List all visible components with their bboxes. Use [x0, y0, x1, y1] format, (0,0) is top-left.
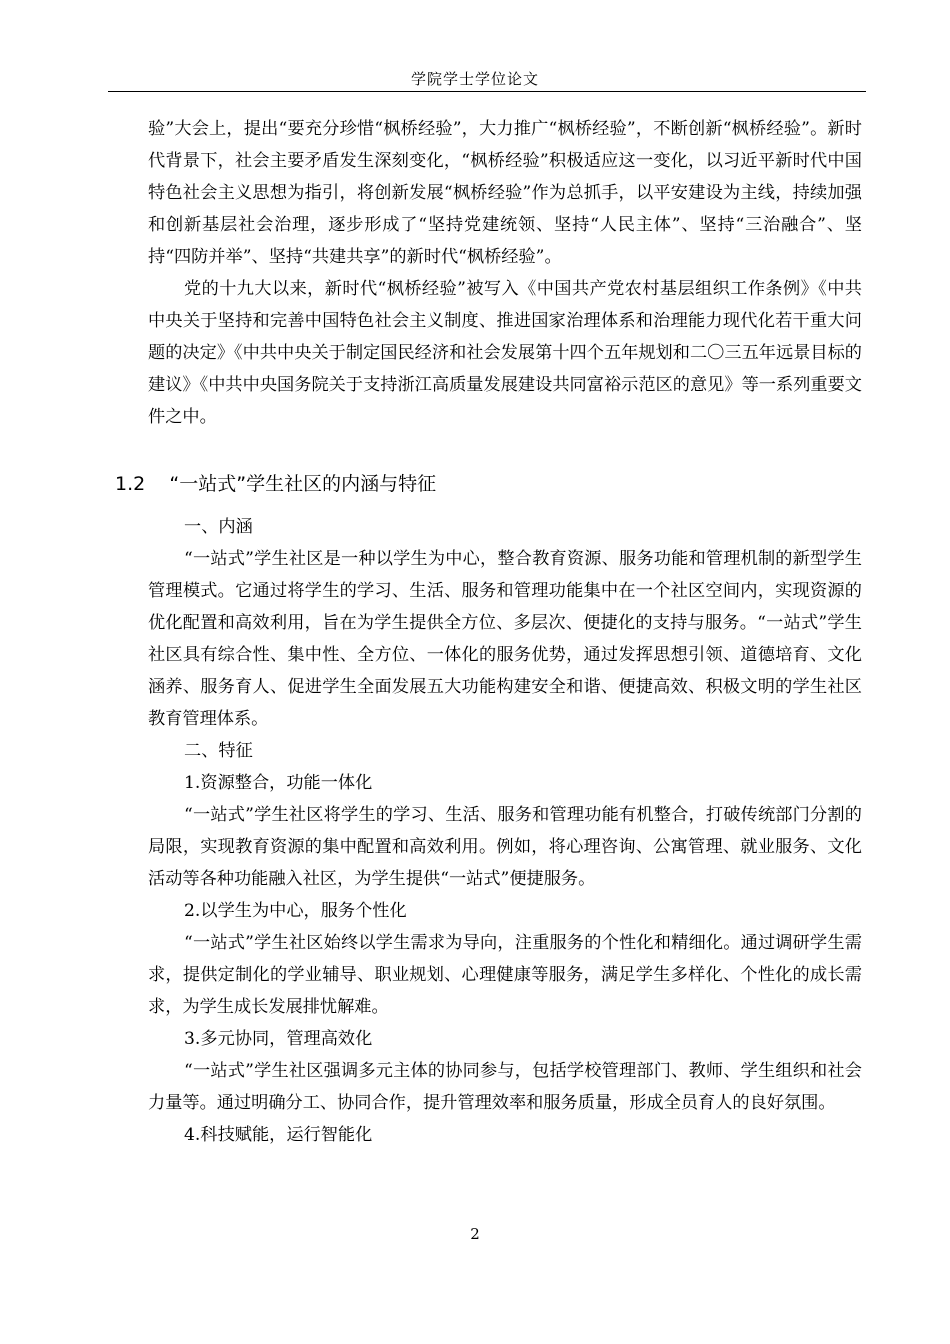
page-number: 2: [470, 1225, 480, 1243]
list-item-heading: 3.多元协同，管理高效化: [184, 1029, 373, 1049]
list-item-heading: 2.以学生为中心，服务个性化: [184, 901, 407, 921]
paragraph: “一站式”学生社区始终以学生需求为导向，注重服务的个性化和精细化。通过调研学生需求，提供定制化的学业辅导、职业规划、心理健康等服务，满足学生多样化、个性化的成长需求，为学生成长发展排忧解难。: [148, 933, 862, 1017]
document-body: [115, 113, 862, 1151]
paragraph: “一站式”学生社区将学生的学习、生活、服务和管理功能有机整合，打破传统部门分割的局限，实现教育资源的集中配置和高效利用。例如，将心理咨询、公寓管理、就业服务、文化活动等各种功能融入社区，为学生提供“一站式”便捷服务。: [148, 805, 862, 889]
section-number: 1.2: [115, 473, 146, 495]
subheading: 一、内涵: [184, 517, 253, 537]
list-item-heading: 4.科技赋能，运行智能化: [184, 1125, 373, 1145]
paragraph: “一站式”学生社区强调多元主体的协同参与，包括学校管理部门、教师、学生组织和社会力量等。通过明确分工、协同合作，提升管理效率和服务质量，形成全员育人的良好氛围。: [148, 1061, 862, 1113]
paragraph: 验”大会上，提出“要充分珍惜“枫桥经验”，大力推广“枫桥经验”，不断创新“枫桥经验”。新时代背景下，社会主要矛盾发生深刻变化，“枫桥经验”积极适应这一变化，以习近平新时代中国特色社会主义思想为指引，将创新发展“枫桥经验”作为总抓手，以平安建设为主线，持续加强和创新基层社会治理，逐步形成了“坚持党建统领、坚持“人民主体”、坚持“三治融合”、坚持“四防并举”、坚持“共建共享”的新时代“枫桥经验”。: [148, 119, 862, 267]
header-divider: [108, 91, 866, 92]
section-heading: [115, 468, 862, 500]
page-header: 学院学士学位论文: [410, 70, 539, 88]
subheading: 二、特征: [184, 741, 253, 761]
paragraph: 党的十九大以来，新时代“枫桥经验”被写入《中国共产党农村基层组织工作条例》《中共中央关于坚持和完善中国特色社会主义制度、推进国家治理体系和治理能力现代化若干重大问题的决定》《中共中央关于制定国民经济和社会发展第十四个五年规划和二〇三五年远景目标的建议》《中共中央国务院关于支持浙江高质量发展建设共同富裕示范区的意见》等一系列重要文件之中。: [148, 279, 862, 427]
section-title: “一站式”学生社区的内涵与特征: [169, 473, 437, 495]
paragraph: “一站式”学生社区是一种以学生为中心，整合教育资源、服务功能和管理机制的新型学生管理模式。它通过将学生的学习、生活、服务和管理功能集中在一个社区空间内，实现资源的优化配置和高效利用，旨在为学生提供全方位、多层次、便捷化的支持与服务。“一站式”学生社区具有综合性、集中性、全方位、一体化的服务优势，通过发挥思想引领、道德培育、文化涵养、服务育人、促进学生全面发展五大功能构建安全和谐、便捷高效、积极文明的学生社区教育管理体系。: [148, 549, 862, 729]
list-item-heading: 1.资源整合，功能一体化: [184, 773, 373, 793]
